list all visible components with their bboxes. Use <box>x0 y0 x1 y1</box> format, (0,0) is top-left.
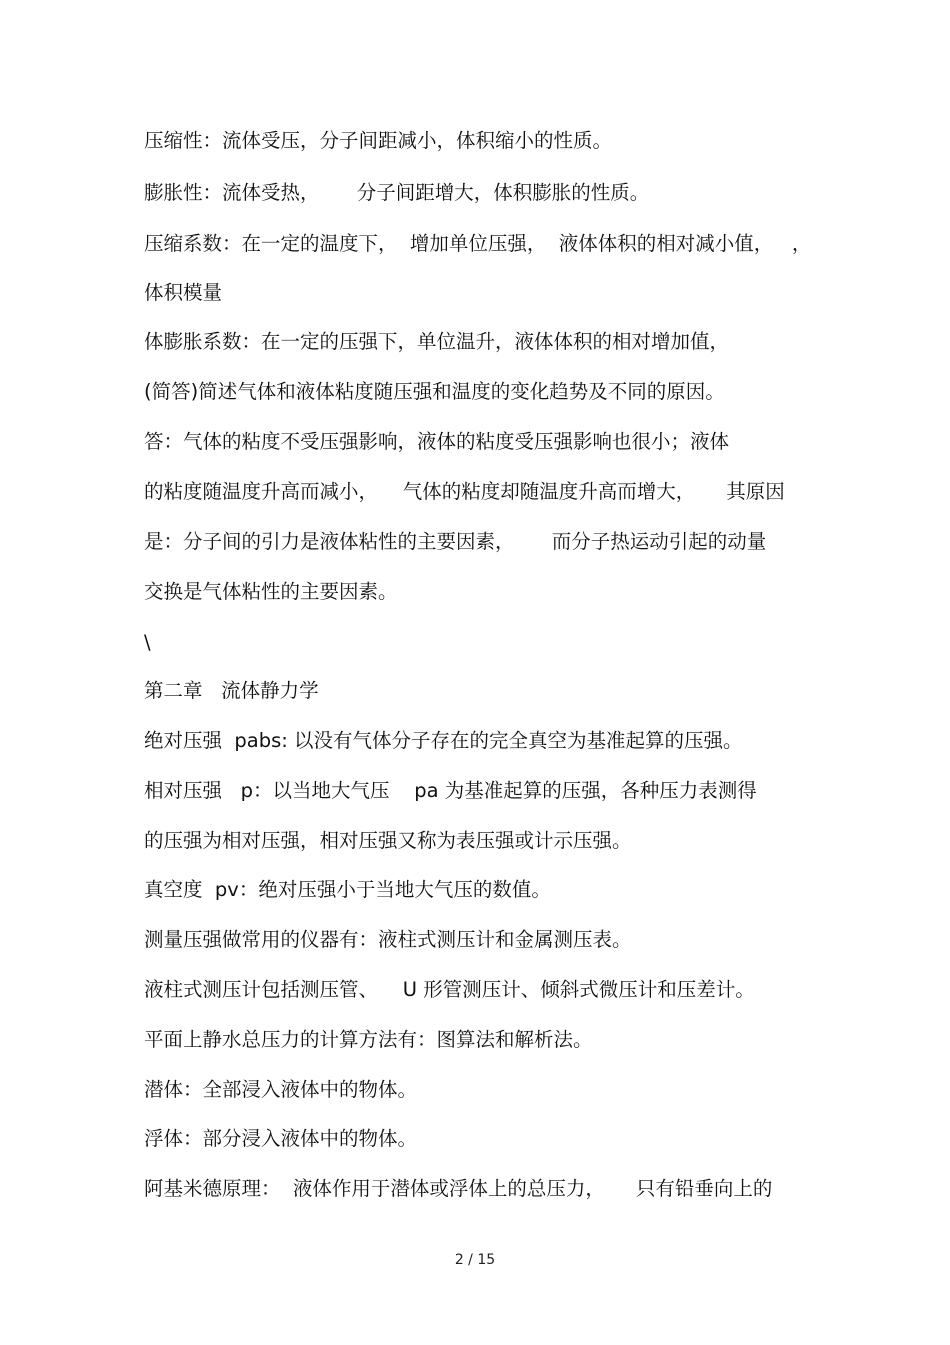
text-line: 膨胀性：流体受热， 分子间距增大，体积膨胀的性质。 <box>144 181 650 204</box>
text-line: 测量压强做常用的仪器有：液柱式测压计和金属测压表。 <box>144 928 632 951</box>
text-line: \ <box>144 631 151 654</box>
text-line: 潜体：全部浸入液体中的物体。 <box>144 1078 418 1101</box>
text-line: 阿基米德原理： 液体作用于潜体或浮体上的总压力， 只有铅垂向上的 <box>144 1177 773 1200</box>
chapter-heading: 第二章 流体静力学 <box>144 679 319 702</box>
text-line: 压缩性：流体受压，分子间距减小，体积缩小的性质。 <box>144 129 613 152</box>
text-line: 浮体：部分浸入液体中的物体。 <box>144 1127 418 1150</box>
text-line: 绝对压强 pabs: 以没有气体分子存在的完全真空为基准起算的压强。 <box>144 729 743 752</box>
text-line: 交换是气体粘性的主要因素。 <box>144 580 398 603</box>
page-number: 2 / 15 <box>454 1252 496 1268</box>
text-line: 体膨胀系数：在一定的压强下，单位温升，液体体积的相对增加值， <box>144 330 730 353</box>
text-line: 压缩系数：在一定的温度下， 增加单位压强， 液体体积的相对减小值， ， <box>144 232 812 255</box>
text-line: 真空度 pv：绝对压强小于当地大气压的数值。 <box>144 878 551 901</box>
text-line: 体积模量 <box>144 281 223 304</box>
text-line: (简答)简述气体和液体粘度随压强和温度的变化趋势及不同的原因。 <box>144 380 725 403</box>
text-line: 是：分子间的引力是液体粘性的主要因素， 而分子热运动引起的动量 <box>144 530 767 553</box>
text-line: 液柱式测压计包括测压管、 U 形管测压计、倾斜式微压计和压差计。 <box>144 978 755 1001</box>
text-line: 答：气体的粘度不受压强影响，液体的粘度受压强影响也很小；液体 <box>144 430 730 453</box>
text-line: 的压强为相对压强，相对压强又称为表压强或计示压强。 <box>144 829 632 852</box>
text-line: 平面上静水总压力的计算方法有：图算法和解析法。 <box>144 1028 593 1051</box>
text-line: 相对压强 p：以当地大气压 pa 为基准起算的压强，各种压力表测得 <box>144 779 757 802</box>
text-line: 的粘度随温度升高而减小， 气体的粘度却随温度升高而增大， 其原因 <box>144 480 785 503</box>
